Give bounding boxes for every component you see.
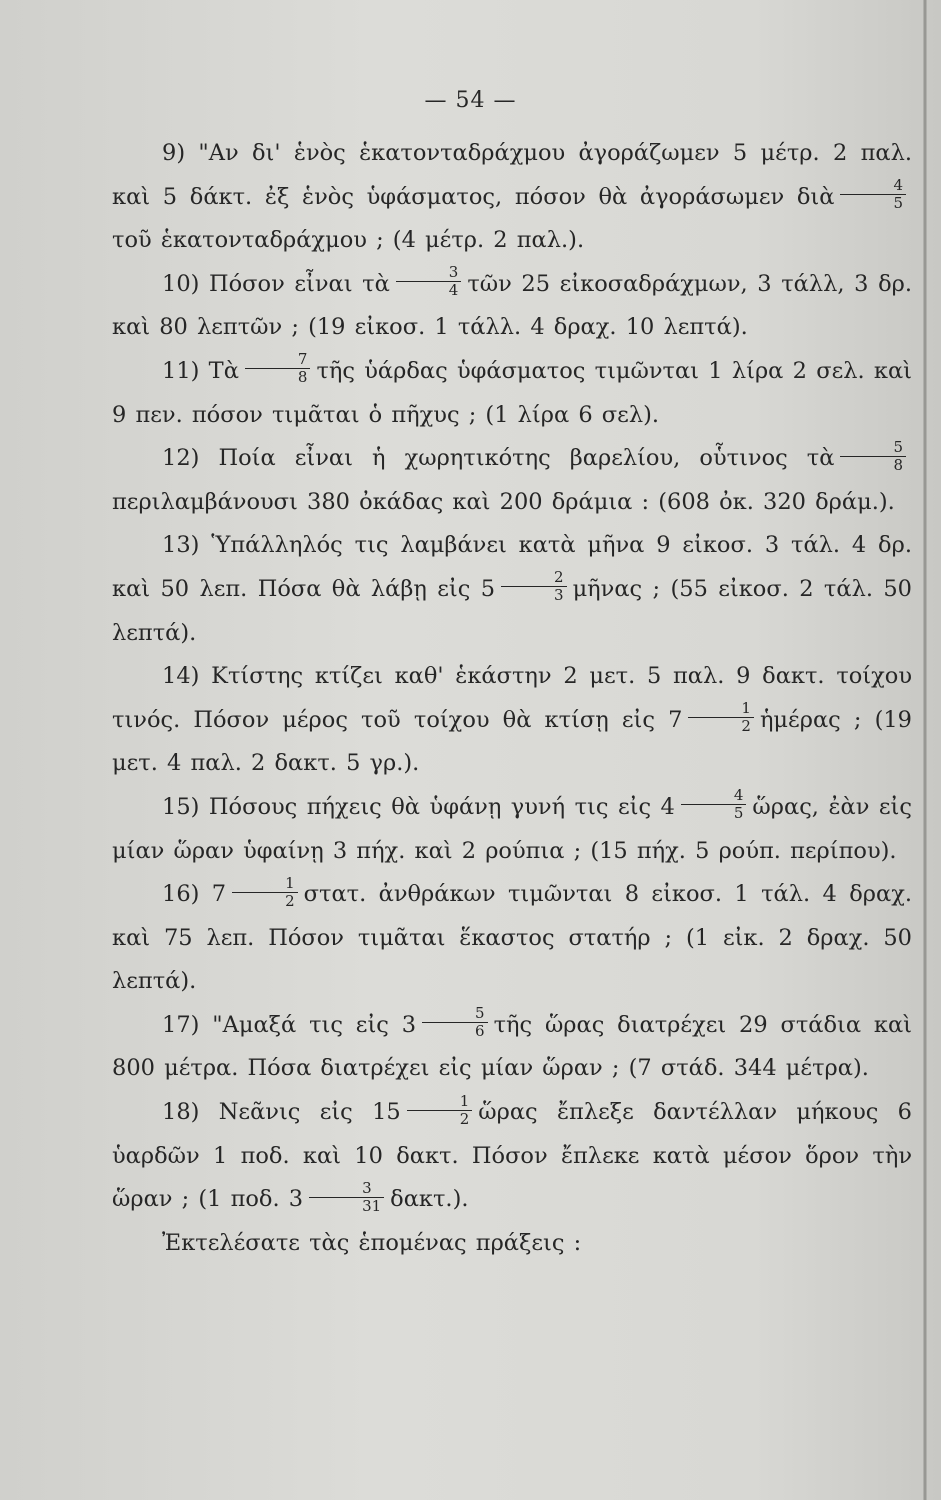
exercise-text: ἡμέρας ; (19 μετ. 4 παλ. 2 δακτ. 5 γρ.). xyxy=(112,706,912,777)
exercise-text: 11) Τὰ xyxy=(162,357,239,384)
fraction-numerator: 4 xyxy=(893,176,903,195)
exercise-paragraph xyxy=(112,786,912,873)
fraction-numerator: 2 xyxy=(554,568,564,587)
exercise-text: 9) "Αν δι' ἑνὸς ἑκατονταδράχμου ἀγοράζωμεν 5 μέτρ. 2 παλ. καὶ 5 δάκτ. ἐξ ἑνὸς ὑφάσματος, πόσον θὰ ἀγοράσωμεν διὰ xyxy=(112,140,912,210)
exercise-text: 15) Πόσους πήχεις θὰ ὑφάνῃ γυνή τις εἰς 4 xyxy=(162,793,675,820)
fraction-numerator: 3 xyxy=(448,263,459,282)
exercise-paragraph xyxy=(112,524,912,655)
fraction xyxy=(681,787,747,822)
exercise-paragraph xyxy=(112,350,912,437)
fraction-denominator: 8 xyxy=(840,456,906,474)
fraction-denominator: 2 xyxy=(688,717,754,735)
exercise-text: 10) Πόσον εἶναι τὰ xyxy=(162,270,390,297)
exercise-paragraph xyxy=(112,437,912,524)
exercise-text: περιλαμβάνουσι 380 ὀκάδας καὶ 200 δράμια : (608 ὀκ. 320 δράμ.). xyxy=(112,488,895,515)
fraction-numerator: 5 xyxy=(475,1004,485,1023)
fraction xyxy=(840,177,906,212)
exercise-text: μῆνας ; (55 εἰκοσ. 2 τάλ. 50 λεπτά). xyxy=(112,575,912,646)
fraction-numerator: 1 xyxy=(459,1091,470,1110)
exercise-text: ὥρας ἔπλεξε δαντέλλαν μήκους 6 ὑαρδῶν 1 ποδ. καὶ 10 δακτ. Πόσον ἔπλεκε κατὰ μέσον ὅρον τὴν ὥραν ; (1 ποδ. 3 xyxy=(112,1099,912,1213)
fraction xyxy=(501,569,567,604)
page-body xyxy=(112,132,912,1265)
exercise-text: τῆς ὑάρδας ὑφάσματος τιμῶνται 1 λίρα 2 σελ. καὶ 9 πεν. πόσον τιμᾶται ὁ πῆχυς ; (1 λίρα 6 σελ). xyxy=(112,357,913,428)
exercise-paragraph xyxy=(112,1091,912,1222)
fraction-denominator: 5 xyxy=(681,804,747,822)
exercise-text: 13) Ὑπάλληλός τις λαμβάνει κατὰ μῆνα 9 εἰκοσ. 3 τάλ. 4 δρ. καὶ 50 λεπ. Πόσα θὰ λάβῃ εἰς 5 xyxy=(112,532,912,602)
fraction xyxy=(422,1005,488,1040)
exercise-text: 14) Κτίστης κτίζει καθ' ἑκάστην 2 μετ. 5 παλ. 9 δακτ. τοίχου τινός. Πόσον μέρος τοῦ τοίχου θὰ κτίσῃ εἰς 7 xyxy=(112,663,912,733)
exercise-paragraph xyxy=(112,132,912,263)
fraction-denominator: 2 xyxy=(407,1110,473,1128)
exercise-text: τοῦ ἑκατονταδράχμου ; (4 μέτρ. 2 παλ.). xyxy=(112,227,585,254)
fraction-denominator: 5 xyxy=(840,194,906,212)
fraction xyxy=(245,351,311,386)
exercise-text: στατ. ἀνθράκων τιμῶνται 8 εἰκοσ. 1 τάλ. 4 δραχ. καὶ 75 λεπ. Πόσον τιμᾶται ἕκαστος στατήρ ; (1 εἰκ. 2 δραχ. 50 λεπτά). xyxy=(112,881,912,995)
fraction-numerator: 1 xyxy=(285,873,295,892)
exercise-text: δακτ.). xyxy=(390,1186,469,1213)
exercise-text: 12) Ποία εἶναι ἡ χωρητικότης βαρελίου, οὗτινος τὰ xyxy=(162,445,835,472)
page-number: — 54 — xyxy=(424,88,517,113)
fraction-numerator: 4 xyxy=(733,786,744,805)
fraction-denominator: 8 xyxy=(245,368,311,386)
exercise-text: 16) 7 xyxy=(162,881,227,908)
fraction-numerator: 7 xyxy=(297,350,308,369)
exercise-paragraph xyxy=(112,873,912,1004)
fraction-denominator: 2 xyxy=(232,892,298,910)
fraction xyxy=(396,264,462,299)
fraction-denominator: 4 xyxy=(396,281,462,299)
exercise-text: 18) Νεᾶνις εἰς 15 xyxy=(162,1099,401,1126)
exercise-text: 17) "Αμαξά τις εἰς 3 xyxy=(162,1011,417,1038)
fraction-numerator: 3 xyxy=(362,1178,372,1197)
fraction-denominator: 6 xyxy=(422,1022,488,1040)
fraction-numerator: 5 xyxy=(893,437,903,456)
page-edge-shadow xyxy=(923,0,927,1500)
exercise-paragraph xyxy=(112,655,912,786)
exercise-text: Ἐκτελέσατε τὰς ἑπομένας πράξεις : xyxy=(162,1229,582,1256)
fraction xyxy=(232,875,298,910)
fraction xyxy=(840,439,906,474)
exercise-text: τῶν 25 εἰκοσαδράχμων, 3 τάλλ, 3 δρ. καὶ 80 λεπτῶν ; (19 εἰκοσ. 1 τάλλ. 4 δραχ. 10 λεπτά). xyxy=(112,270,912,341)
fraction-numerator: 1 xyxy=(741,699,751,718)
exercise-text: ὥρας, ἐὰν εἰς μίαν ὥραν ὑφαίνῃ 3 πήχ. καὶ 2 ρούπια ; (15 πήχ. 5 ρούπ. περίπου). xyxy=(112,793,912,864)
exercise-paragraph xyxy=(112,263,912,350)
fraction xyxy=(309,1180,384,1215)
fraction xyxy=(407,1093,473,1128)
fraction-denominator: 31 xyxy=(309,1197,384,1215)
exercise-paragraph xyxy=(112,1004,912,1091)
fraction-denominator: 3 xyxy=(501,586,567,604)
closing-instruction xyxy=(112,1222,912,1266)
fraction xyxy=(688,700,754,735)
exercise-text: τῆς ὥρας διατρέχει 29 στάδια καὶ 800 μέτρα. Πόσα διατρέχει εἰς μίαν ὥραν ; (7 στάδ. 344 μέτρα). xyxy=(112,1011,912,1082)
